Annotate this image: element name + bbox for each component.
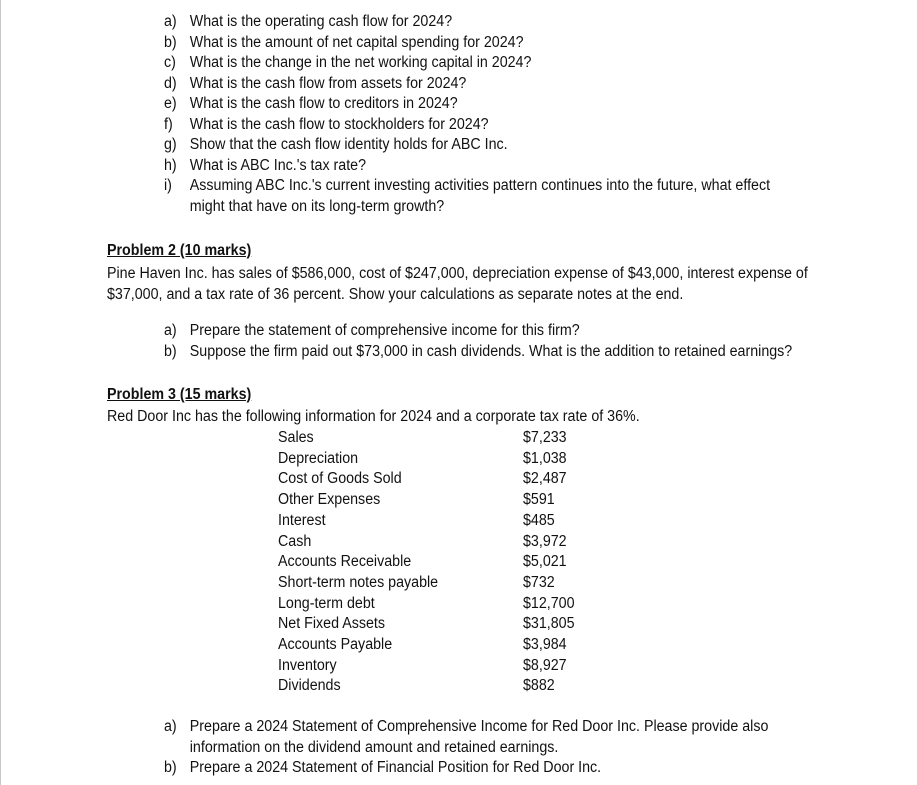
list-marker: i) (164, 177, 172, 194)
list-marker: h) (164, 156, 177, 174)
question-text: Show that the cash flow identity holds for ABC Inc. (189, 136, 508, 153)
list-marker: e) (164, 95, 177, 112)
table-row (278, 511, 623, 532)
problem3-question-list (164, 717, 884, 779)
list-item (164, 176, 792, 217)
list-item (164, 156, 826, 177)
item-value: $732 (523, 573, 555, 591)
problem2-heading: Problem 2 (10 marks) (107, 242, 252, 259)
question-text: What is the change in the net working capital in 2024? (189, 54, 532, 71)
problem2-question-list (164, 321, 884, 362)
item-label: Sales (278, 429, 314, 446)
item-label: Net Fixed Assets (278, 615, 385, 633)
problem2-body: Pine Haven Inc. has sales of $586,000, cost of $247,000, depreciation expense of $43,000, interest expense of $37,000, and a tax rate of 36 percent. Show your calculations as separate notes at the end. (107, 265, 808, 303)
list-marker: a) (164, 13, 177, 30)
page-left-border (0, 0, 1, 785)
problem1-question-list (164, 12, 884, 217)
list-item (164, 321, 826, 342)
item-value: $31,805 (523, 615, 575, 633)
table-row (278, 676, 623, 697)
list-item (164, 12, 826, 33)
question-text: What is the operating cash flow for 2024? (189, 13, 453, 30)
question-text: Assuming ABC Inc.'s current investing activities pattern continues into the future, what effect might that have on its long-term growth? (189, 177, 771, 215)
problem3-intro: Red Door Inc has the following information for 2024 and a corporate tax rate of 36%. (107, 408, 640, 425)
list-marker: g) (164, 136, 177, 153)
list-marker: b) (164, 342, 177, 360)
question-text: Suppose the firm paid out $73,000 in cash dividends. What is the addition to retained earnings? (189, 342, 793, 360)
problem3-heading: Problem 3 (15 marks) (107, 386, 252, 403)
item-label: Interest (278, 511, 326, 529)
table-row (278, 594, 623, 615)
item-label: Inventory (278, 656, 337, 674)
list-marker: b) (164, 759, 177, 776)
item-value: $1,038 (523, 449, 567, 467)
item-value: $2,487 (523, 470, 567, 488)
item-value: $5,021 (523, 553, 567, 571)
item-label: Accounts Receivable (278, 553, 412, 571)
list-item (164, 135, 826, 156)
question-text: What is the cash flow to creditors in 2024? (189, 95, 458, 112)
list-marker: b) (164, 33, 177, 51)
table-row (278, 469, 623, 490)
list-marker: d) (164, 74, 177, 92)
financial-data-table (278, 428, 623, 697)
list-item (164, 74, 826, 95)
item-label: Accounts Payable (278, 636, 393, 654)
item-value: $7,233 (523, 429, 567, 446)
question-text: Prepare a 2024 Statement of Financial Position for Red Door Inc. (189, 759, 602, 776)
table-row (278, 552, 623, 573)
item-value: $591 (523, 491, 555, 509)
table-row (278, 490, 623, 511)
question-text: What is the cash flow to stockholders for 2024? (189, 115, 489, 133)
item-label: Cash (278, 532, 312, 550)
item-label: Depreciation (278, 449, 359, 467)
table-row (278, 449, 623, 470)
item-label: Short-term notes payable (278, 573, 439, 591)
question-text: What is ABC Inc.'s tax rate? (189, 156, 367, 174)
list-item (164, 33, 826, 54)
item-label: Other Expenses (278, 491, 381, 509)
table-row (278, 614, 623, 635)
item-value: $485 (523, 511, 555, 529)
list-item (164, 53, 826, 74)
list-item (164, 94, 826, 115)
list-marker: a) (164, 718, 177, 735)
question-text: What is the amount of net capital spending for 2024? (189, 33, 524, 51)
question-text: Prepare a 2024 Statement of Comprehensive Income for Red Door Inc. Please provide also information on the dividend amount and retained earnings. (189, 718, 769, 756)
list-item (164, 115, 826, 136)
item-label: Long-term debt (278, 594, 375, 612)
table-row (278, 573, 623, 594)
item-label: Cost of Goods Sold (278, 470, 402, 488)
list-item (164, 342, 826, 363)
table-row (278, 428, 623, 449)
item-value: $8,927 (523, 656, 567, 674)
item-value: $12,700 (523, 594, 575, 612)
item-value: $882 (523, 677, 555, 695)
question-text: Prepare the statement of comprehensive income for this firm? (189, 322, 580, 339)
table-row (278, 532, 623, 553)
table-row (278, 656, 623, 677)
list-marker: c) (164, 54, 176, 71)
list-item (164, 758, 826, 779)
list-item (164, 717, 792, 758)
table-row (278, 635, 623, 656)
list-marker: f) (164, 115, 173, 133)
question-text: What is the cash flow from assets for 2024? (189, 74, 467, 92)
item-value: $3,984 (523, 636, 567, 654)
list-marker: a) (164, 322, 177, 339)
item-label: Dividends (278, 677, 341, 695)
item-value: $3,972 (523, 532, 567, 550)
